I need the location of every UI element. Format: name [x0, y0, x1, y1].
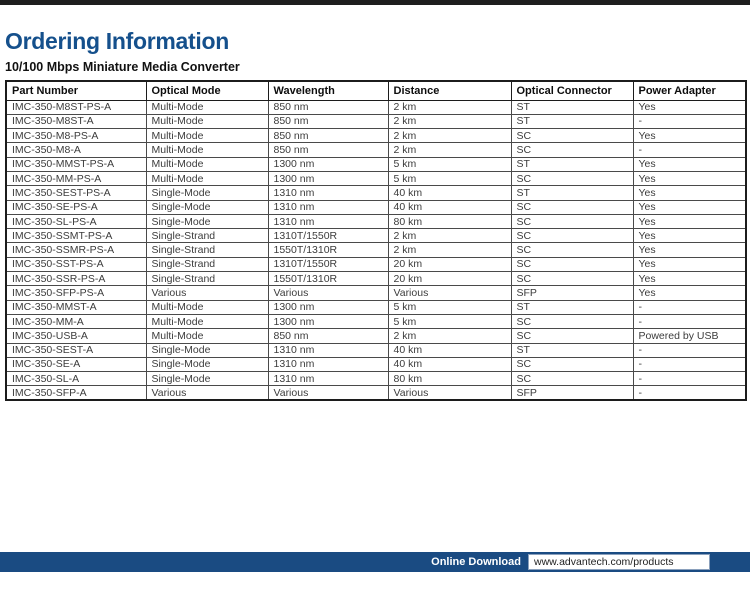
table-cell: 2 km — [388, 243, 511, 257]
table-header-row — [6, 81, 746, 100]
ordering-table — [5, 80, 747, 401]
table-cell: SFP — [511, 286, 633, 300]
footer-bar — [0, 552, 750, 572]
table-cell: Single-Mode — [146, 372, 268, 386]
table-cell: IMC-350-SFP-A — [6, 386, 146, 400]
table-cell: Single-Mode — [146, 200, 268, 214]
column-header-optical-connector: Optical Connector — [511, 81, 633, 100]
footer-url-link[interactable]: www.advantech.com/products — [528, 554, 710, 570]
table-cell: Single-Strand — [146, 229, 268, 243]
table-cell: IMC-350-MM-A — [6, 314, 146, 328]
table-cell: Yes — [633, 286, 746, 300]
table-cell: 850 nm — [268, 114, 388, 128]
table-cell: Various — [146, 386, 268, 400]
table-cell: Multi-Mode — [146, 114, 268, 128]
table-row — [6, 343, 746, 357]
table-cell: 850 nm — [268, 129, 388, 143]
table-row — [6, 357, 746, 371]
table-cell: - — [633, 114, 746, 128]
table-cell: Yes — [633, 272, 746, 286]
table-cell: 850 nm — [268, 329, 388, 343]
table-cell: 80 km — [388, 214, 511, 228]
table-cell: Single-Strand — [146, 257, 268, 271]
table-cell: Powered by USB — [633, 329, 746, 343]
table-cell: 80 km — [388, 372, 511, 386]
table-cell: 850 nm — [268, 100, 388, 114]
table-cell: SC — [511, 143, 633, 157]
table-cell: IMC-350-M8ST-PS-A — [6, 100, 146, 114]
table-row — [6, 229, 746, 243]
table-cell: 1310T/1550R — [268, 257, 388, 271]
table-cell: Yes — [633, 214, 746, 228]
table-cell: ST — [511, 157, 633, 171]
table-row — [6, 157, 746, 171]
table-row — [6, 186, 746, 200]
table-cell: Yes — [633, 257, 746, 271]
table-cell: - — [633, 300, 746, 314]
table-cell: Single-Mode — [146, 343, 268, 357]
table-cell: - — [633, 143, 746, 157]
top-rule — [0, 0, 750, 5]
table-cell: 1300 nm — [268, 171, 388, 185]
table-cell: SC — [511, 372, 633, 386]
table-cell: 5 km — [388, 157, 511, 171]
table-cell: IMC-350-SSR-PS-A — [6, 272, 146, 286]
table-cell: Multi-Mode — [146, 157, 268, 171]
table-cell: Single-Mode — [146, 186, 268, 200]
table-cell: Multi-Mode — [146, 100, 268, 114]
table-cell: 1300 nm — [268, 314, 388, 328]
table-cell: IMC-350-M8ST-A — [6, 114, 146, 128]
table-cell: Multi-Mode — [146, 143, 268, 157]
table-cell: ST — [511, 114, 633, 128]
table-cell: SC — [511, 257, 633, 271]
table-cell: IMC-350-MMST-PS-A — [6, 157, 146, 171]
table-cell: IMC-350-SEST-PS-A — [6, 186, 146, 200]
table-cell: ST — [511, 186, 633, 200]
table-cell: Multi-Mode — [146, 329, 268, 343]
table-cell: - — [633, 357, 746, 371]
table-cell: Multi-Mode — [146, 171, 268, 185]
table-cell: Various — [268, 386, 388, 400]
table-cell: Multi-Mode — [146, 314, 268, 328]
table-cell: - — [633, 386, 746, 400]
table-cell: 1310 nm — [268, 372, 388, 386]
table-cell: 40 km — [388, 186, 511, 200]
table-row — [6, 372, 746, 386]
table-row — [6, 386, 746, 400]
section-subtitle: 10/100 Mbps Miniature Media Converter — [5, 60, 240, 74]
table-cell: 20 km — [388, 257, 511, 271]
table-cell: 2 km — [388, 229, 511, 243]
table-cell: ST — [511, 100, 633, 114]
table-cell: Single-Mode — [146, 214, 268, 228]
table-cell: IMC-350-MMST-A — [6, 300, 146, 314]
table-cell: Multi-Mode — [146, 129, 268, 143]
table-cell: - — [633, 343, 746, 357]
column-header-distance: Distance — [388, 81, 511, 100]
table-row — [6, 272, 746, 286]
table-cell: IMC-350-M8-PS-A — [6, 129, 146, 143]
table-cell: 2 km — [388, 129, 511, 143]
table-cell: 1310T/1550R — [268, 229, 388, 243]
table-cell: 1310 nm — [268, 343, 388, 357]
table-cell: Yes — [633, 157, 746, 171]
table-cell: IMC-350-SSMT-PS-A — [6, 229, 146, 243]
table-cell: - — [633, 314, 746, 328]
table-cell: Single-Strand — [146, 243, 268, 257]
table-cell: IMC-350-SL-A — [6, 372, 146, 386]
table-row — [6, 243, 746, 257]
table-cell: 2 km — [388, 114, 511, 128]
table-cell: 40 km — [388, 200, 511, 214]
table-cell: 2 km — [388, 100, 511, 114]
table-cell: Single-Strand — [146, 272, 268, 286]
table-cell: SC — [511, 171, 633, 185]
table-cell: 1310 nm — [268, 357, 388, 371]
table-cell: Various — [388, 286, 511, 300]
table-cell: 1310 nm — [268, 200, 388, 214]
table-cell: 1300 nm — [268, 157, 388, 171]
table-cell: 1310 nm — [268, 214, 388, 228]
table-cell: IMC-350-USB-A — [6, 329, 146, 343]
table-cell: Multi-Mode — [146, 300, 268, 314]
table-cell: Yes — [633, 243, 746, 257]
table-cell: Yes — [633, 229, 746, 243]
table-cell: SC — [511, 214, 633, 228]
table-cell: 5 km — [388, 314, 511, 328]
table-row — [6, 129, 746, 143]
table-cell: SC — [511, 243, 633, 257]
table-row — [6, 257, 746, 271]
table-cell: Yes — [633, 200, 746, 214]
table-cell: 40 km — [388, 343, 511, 357]
column-header-power-adapter: Power Adapter — [633, 81, 746, 100]
table-row — [6, 286, 746, 300]
table-cell: SC — [511, 229, 633, 243]
column-header-part-number: Part Number — [6, 81, 146, 100]
table-cell: IMC-350-SFP-PS-A — [6, 286, 146, 300]
table-cell: IMC-350-MM-PS-A — [6, 171, 146, 185]
table-row — [6, 300, 746, 314]
table-cell: 5 km — [388, 171, 511, 185]
table-cell: 1310 nm — [268, 186, 388, 200]
table-row — [6, 329, 746, 343]
table-cell: Yes — [633, 171, 746, 185]
table-body — [6, 100, 746, 400]
table-cell: Various — [388, 386, 511, 400]
column-header-wavelength: Wavelength — [268, 81, 388, 100]
table-cell: 2 km — [388, 143, 511, 157]
table-cell: Various — [268, 286, 388, 300]
table-cell: Yes — [633, 186, 746, 200]
table-cell: - — [633, 372, 746, 386]
table-cell: IMC-350-SSMR-PS-A — [6, 243, 146, 257]
column-header-optical-mode: Optical Mode — [146, 81, 268, 100]
table-cell: Yes — [633, 129, 746, 143]
table-cell: 40 km — [388, 357, 511, 371]
page-title: Ordering Information — [5, 28, 230, 54]
table-row — [6, 114, 746, 128]
table-row — [6, 143, 746, 157]
table-cell: 2 km — [388, 329, 511, 343]
online-download-label: Online Download — [431, 556, 521, 568]
table-cell: Various — [146, 286, 268, 300]
table-cell: IMC-350-SEST-A — [6, 343, 146, 357]
table-cell: 20 km — [388, 272, 511, 286]
table-cell: SC — [511, 129, 633, 143]
table-cell: 850 nm — [268, 143, 388, 157]
table-row — [6, 314, 746, 328]
table-cell: 1300 nm — [268, 300, 388, 314]
table-cell: 1550T/1310R — [268, 243, 388, 257]
table-cell: SFP — [511, 386, 633, 400]
table-cell: 5 km — [388, 300, 511, 314]
table-row — [6, 200, 746, 214]
table-cell: IMC-350-SE-PS-A — [6, 200, 146, 214]
table-cell: SC — [511, 357, 633, 371]
table-cell: SC — [511, 314, 633, 328]
table-cell: Yes — [633, 100, 746, 114]
table-row — [6, 100, 746, 114]
table-cell: 1550T/1310R — [268, 272, 388, 286]
table-cell: IMC-350-SE-A — [6, 357, 146, 371]
table-row — [6, 171, 746, 185]
table-cell: IMC-350-SL-PS-A — [6, 214, 146, 228]
table-cell: Single-Mode — [146, 357, 268, 371]
table-cell: IMC-350-M8-A — [6, 143, 146, 157]
table-cell: ST — [511, 343, 633, 357]
table-cell: IMC-350-SST-PS-A — [6, 257, 146, 271]
table-cell: SC — [511, 200, 633, 214]
table-cell: SC — [511, 329, 633, 343]
table-row — [6, 214, 746, 228]
table-cell: ST — [511, 300, 633, 314]
table-cell: SC — [511, 272, 633, 286]
